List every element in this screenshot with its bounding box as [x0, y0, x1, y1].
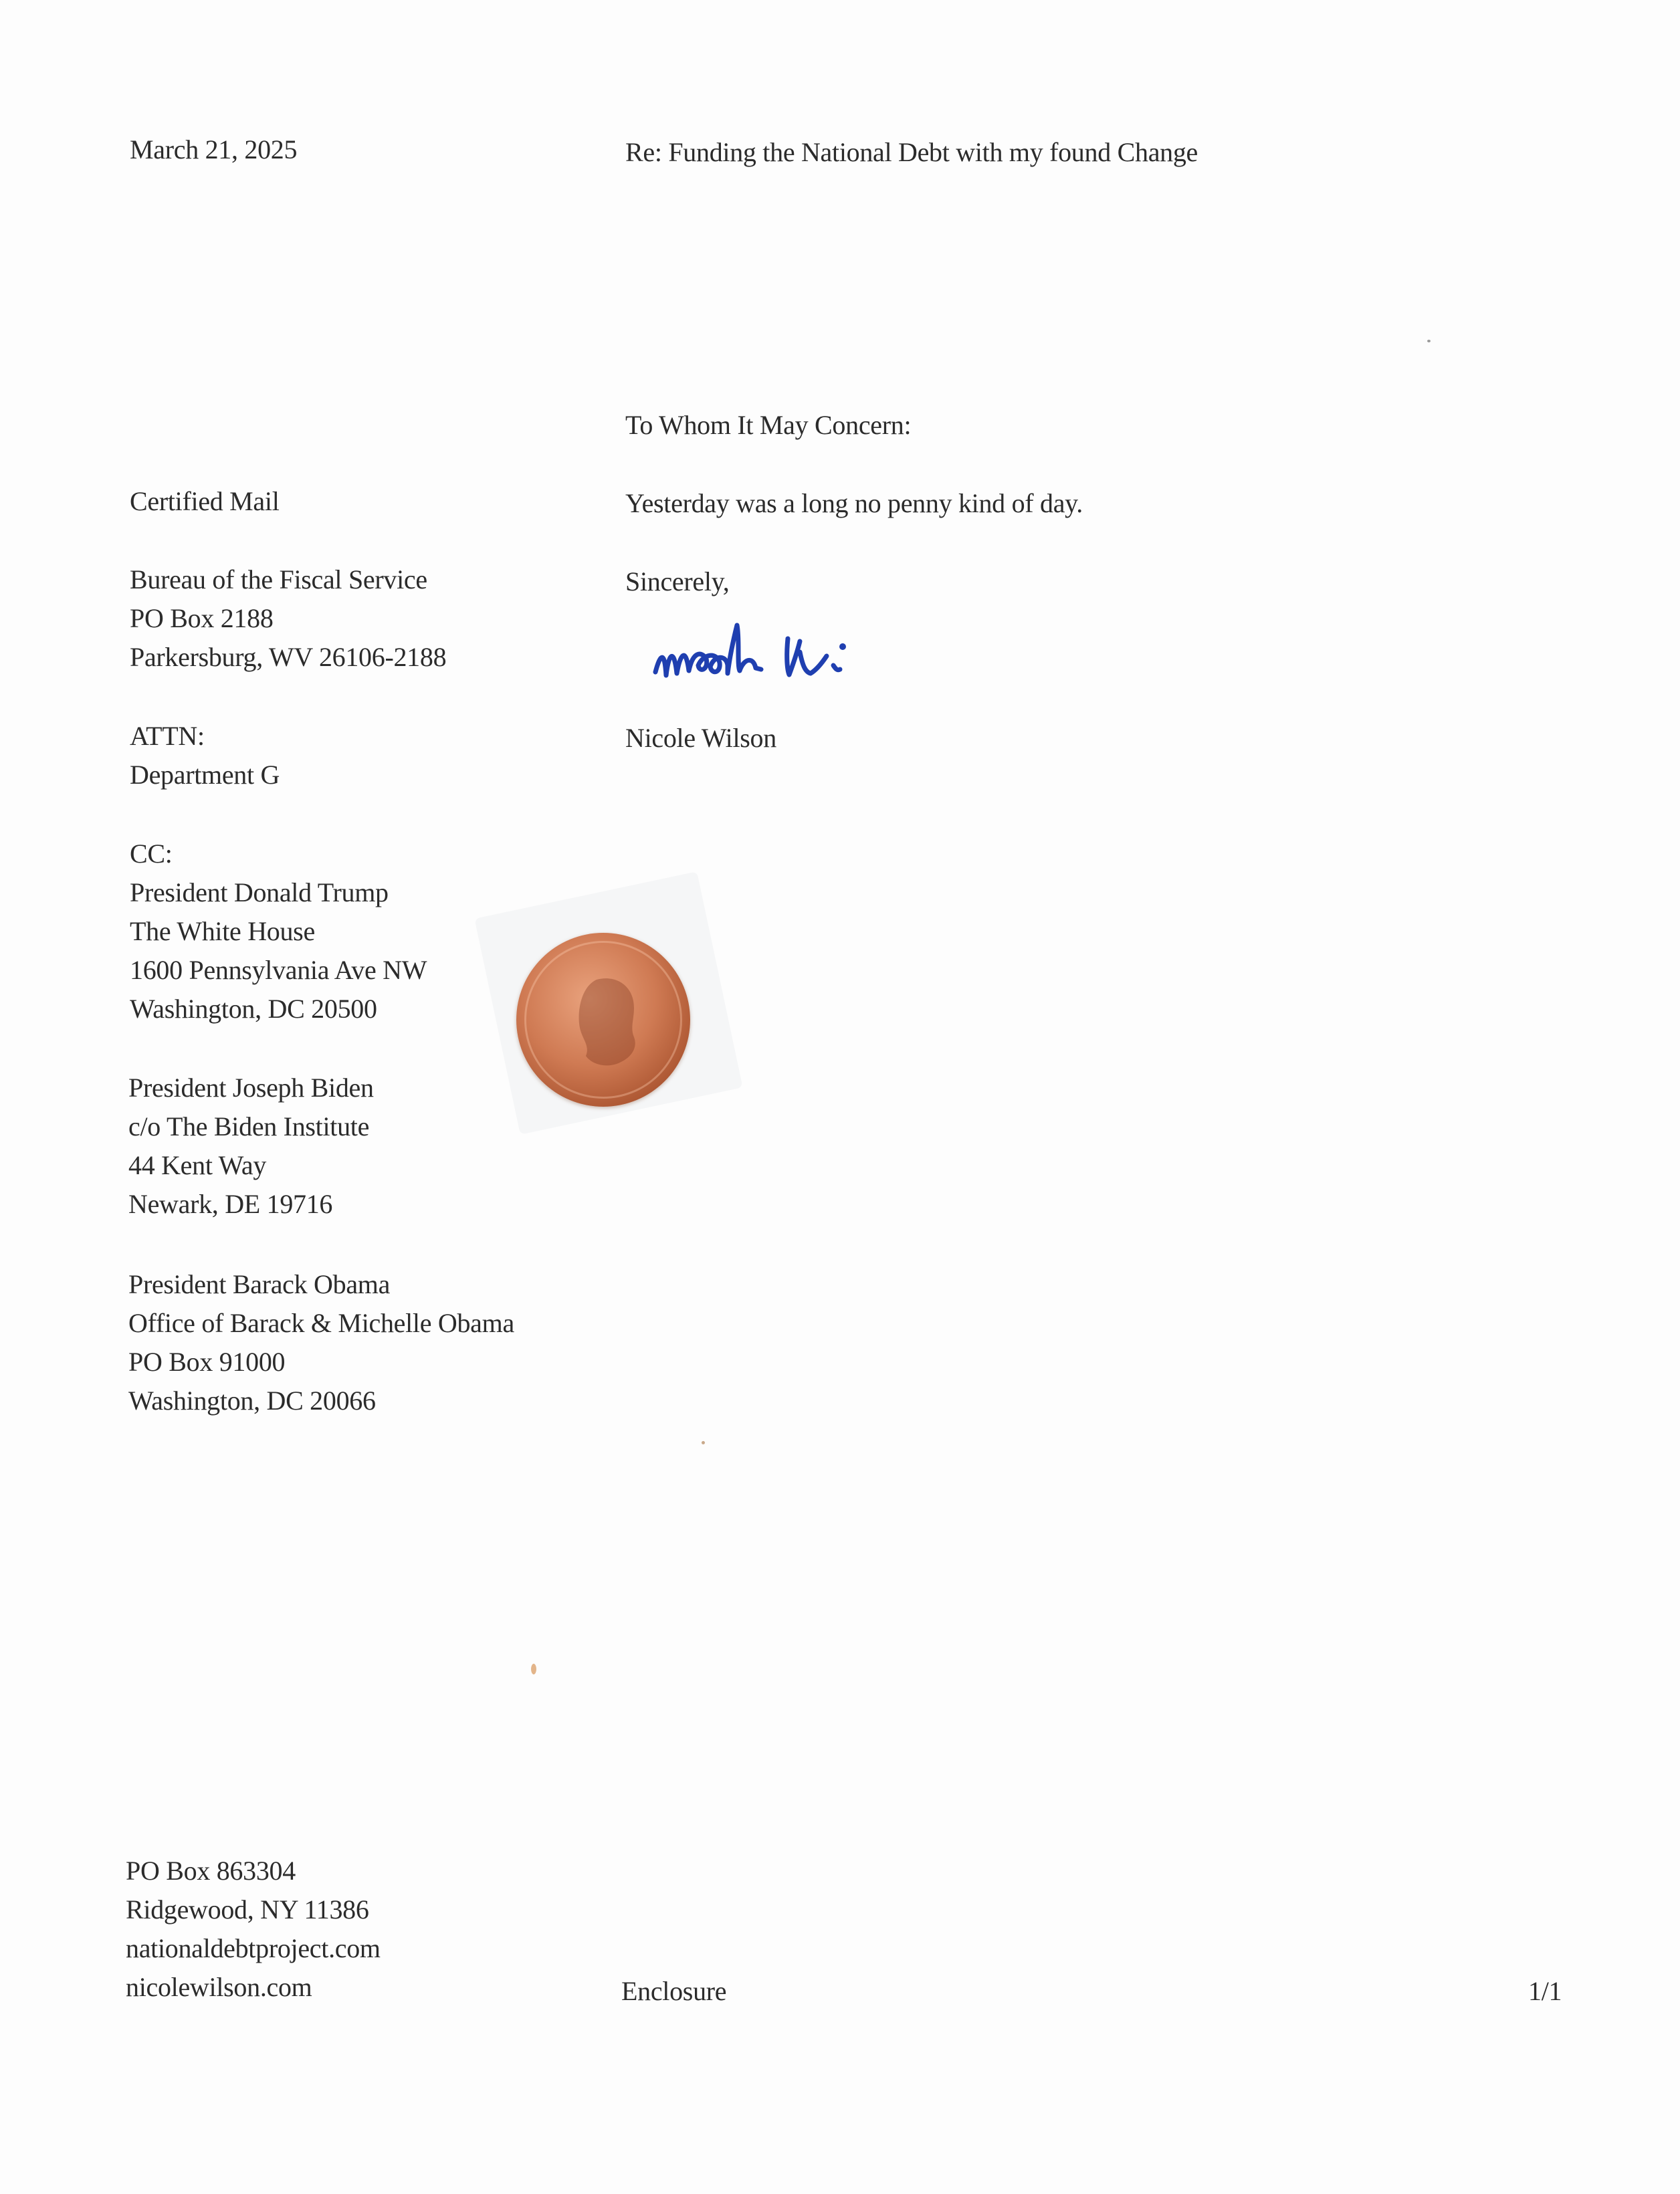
address-line: PO Box 863304 — [126, 1856, 296, 1886]
paper-speck — [1427, 340, 1431, 342]
cc-trump-block — [130, 835, 427, 1028]
attn-label: ATTN: — [130, 721, 205, 751]
cc-biden-block — [128, 1069, 374, 1224]
address-line: Bureau of the Fiscal Service — [130, 564, 427, 594]
letter-subject: Re: Funding the National Debt with my found Change — [625, 137, 1198, 167]
address-line: 44 Kent Way — [128, 1150, 267, 1180]
address-line: President Barack Obama — [128, 1269, 391, 1299]
address-line: Newark, DE 19716 — [128, 1189, 333, 1219]
attn-block — [130, 717, 280, 794]
attn-department: Department G — [130, 760, 280, 790]
delivery-method: Certified Mail — [130, 486, 280, 516]
sender-address — [126, 1852, 381, 2007]
bureau-address — [130, 560, 446, 677]
website-link: nationaldebtproject.com — [126, 1933, 381, 1963]
website-link: nicolewilson.com — [126, 1972, 312, 2002]
address-line: c/o The Biden Institute — [128, 1111, 370, 1141]
cc-obama-block — [128, 1265, 514, 1420]
cc-label: CC: — [130, 839, 173, 869]
paper-speck — [702, 1441, 705, 1444]
address-line: The White House — [130, 916, 315, 946]
enclosure-note: Enclosure — [621, 1976, 727, 2006]
address-line: President Joseph Biden — [128, 1073, 374, 1103]
signer-name: Nicole Wilson — [625, 723, 776, 753]
page-number: 1/1 — [1528, 1976, 1562, 2006]
address-line: Parkersburg, WV 26106-2188 — [130, 642, 447, 672]
letter-body: Yesterday was a long no penny kind of day. — [625, 488, 1083, 518]
handwritten-signature — [642, 612, 976, 705]
address-line: Ridgewood, NY 11386 — [126, 1894, 369, 1925]
address-line: PO Box 2188 — [130, 603, 274, 633]
address-line: Office of Barack & Michelle Obama — [128, 1308, 514, 1338]
address-line: President Donald Trump — [130, 877, 389, 907]
closing: Sincerely, — [625, 566, 730, 596]
address-line: Washington, DC 20500 — [130, 994, 377, 1024]
letter-date: March 21, 2025 — [130, 134, 298, 164]
penny-coin-icon — [516, 933, 690, 1107]
paper-speck — [531, 1664, 536, 1674]
address-line: PO Box 91000 — [128, 1347, 286, 1377]
address-line: Washington, DC 20066 — [128, 1386, 376, 1416]
address-line: 1600 Pennsylvania Ave NW — [130, 955, 427, 985]
salutation: To Whom It May Concern: — [625, 410, 912, 440]
